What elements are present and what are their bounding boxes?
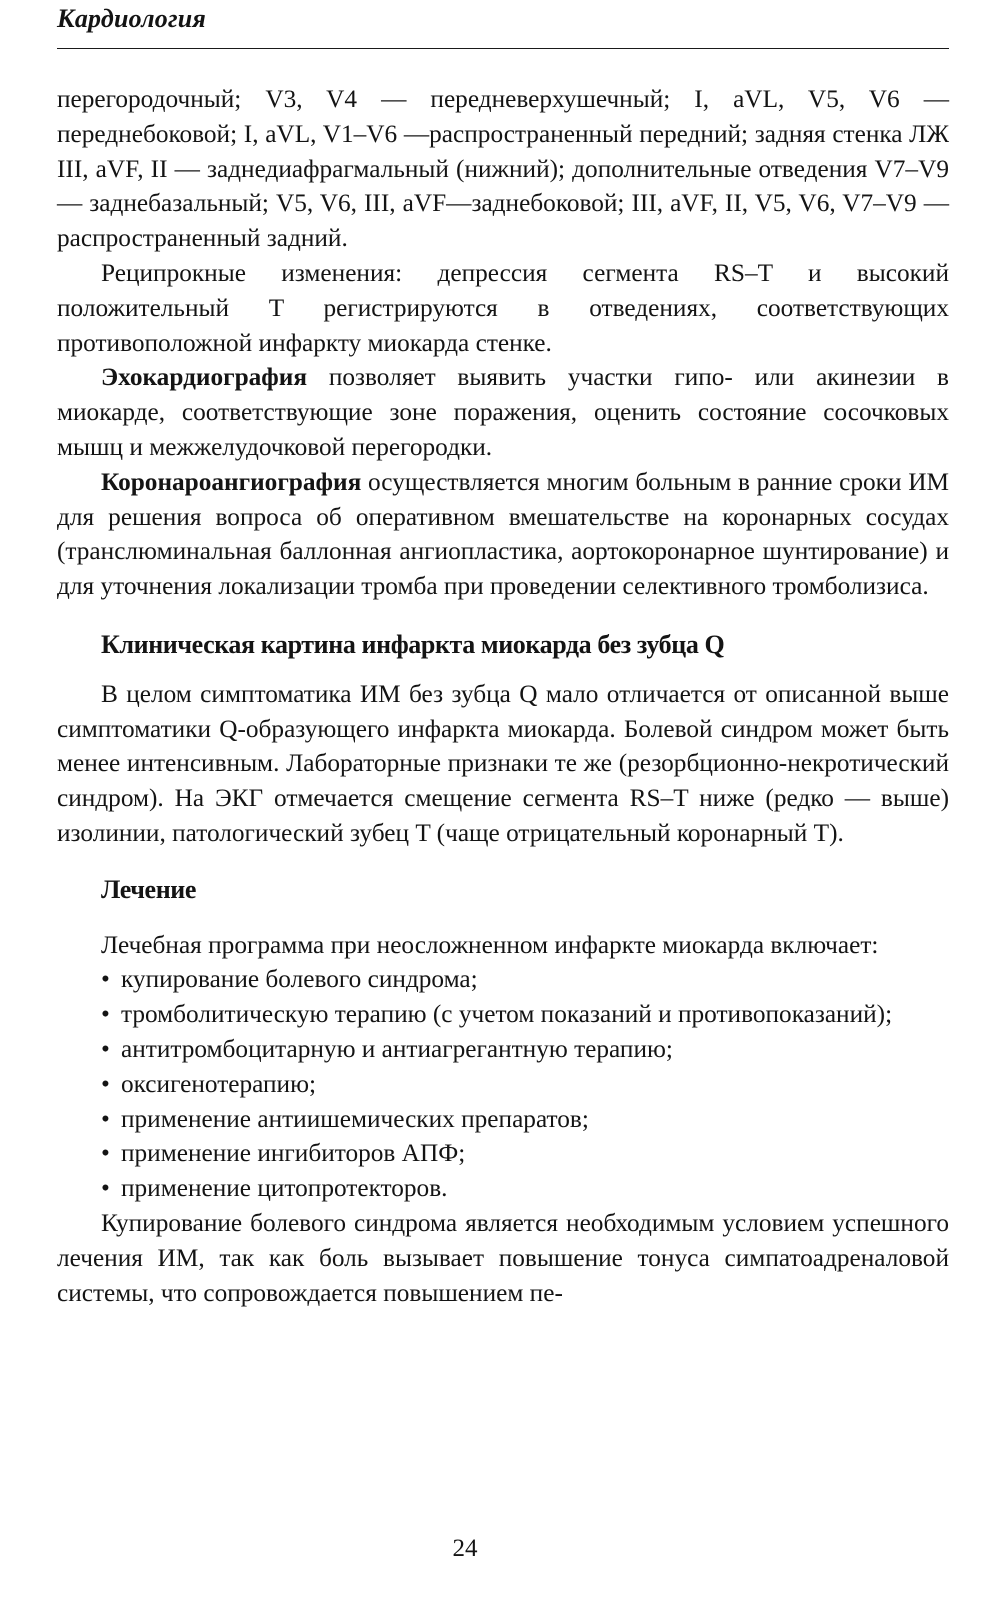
section-heading-treatment: Лечение	[101, 874, 196, 904]
list-item: • применение ингибиторов АПФ;	[57, 1136, 949, 1171]
paragraph-treatment-program: Лечебная программа при неосложненном инфаркте миокарда включает:	[101, 930, 879, 959]
section-heading-clinical-picture: Клиническая картина инфаркта миокарда без зубца Q	[101, 629, 725, 659]
list-item: • применение антиишемических препаратов;	[57, 1102, 949, 1137]
page-number: 24	[452, 1535, 478, 1562]
paragraph-coronary-angiography	[57, 465, 949, 604]
term-coronary-angiography: Коронароангиография	[101, 467, 362, 496]
paragraph-non-q-infarction: В целом симптоматика ИМ без зубца Q мало отличается от описанной выше симптоматики Q-образующего инфаркта миокарда. Болевой синдром может быть менее интенсивным. Лабораторные признаки те же (резорбционно-некротический синдром). На ЭКГ отмечается смещение сегмента RS–T ниже (редко — выше) изолинии, патологический зубец T (чаще отрицательный коронарный T).	[57, 679, 949, 847]
paragraph-ecg-leads: перегородочный; V3, V4 — передневерхушечный; I, aVL, V5, V6 — переднебоковой; I, aVL, V1–V6 —распространенный передний; задняя стенка ЛЖ III, aVF, II — заднедиафрагмальный (нижний); дополнительные отведения V7–V9 — заднебазальный; V5, V6, III, aVF—заднебоковой; III, aVF, II, V5, V6, V7–V9 — распространенный задний.	[57, 85, 949, 253]
list-item: • применение цитопротекторов.	[57, 1171, 949, 1206]
paragraph-reciprocal-changes: Реципрокные изменения: депрессия сегмента RS–T и высокий положительный T регистрируются в отведениях, соответствующих противоположной инфаркту миокарда стенке.	[57, 258, 949, 357]
term-echocardiography: Эхокардиография	[101, 363, 308, 392]
bullet-icon: •	[101, 1174, 110, 1203]
body-text	[57, 82, 949, 1310]
bullet-icon: •	[101, 965, 110, 994]
bullet-icon: •	[101, 1139, 110, 1168]
treatment-list	[57, 962, 949, 1206]
bullet-icon: •	[101, 1104, 110, 1133]
paragraph-echocardiography-text: позволяет выявить участки гипо- или акинезии в миокарде, соответствующие зоне поражения, оценить состояние сосочковых мышц и межжелудочковой перегородки.	[57, 363, 949, 461]
bullet-icon: •	[101, 1034, 110, 1063]
bullet-icon: •	[101, 1069, 110, 1098]
bullet-icon: •	[101, 1000, 110, 1029]
list-item: • оксигенотерапию;	[57, 1067, 949, 1102]
running-head: Кардиология	[57, 4, 206, 33]
list-item: • тромболитическую терапию (с учетом показаний и противопоказаний);	[57, 997, 949, 1032]
paragraph-pain-relief: Купирование болевого синдрома является необходимым условием успешного лечения ИМ, так как боль вызывает повышение тонуса симпатоадреналовой системы, что сопровождается повышением пе-	[57, 1208, 949, 1307]
list-item: • антитромбоцитарную и антиагрегантную терапию;	[57, 1032, 949, 1067]
paragraph-echocardiography	[57, 360, 949, 464]
list-item: • купирование болевого синдрома;	[57, 962, 949, 997]
header-rule	[57, 48, 949, 49]
paragraph-coronary-angiography-text: осуществляется многим больным в ранние сроки ИМ для решения вопроса об оперативном вмешательстве на коронарных сосудах (транслюминальная баллонная ангиопластика, аортокоронарное шунтирование) и для уточнения локализации тромба при проведении селективного тромболизиса.	[57, 467, 949, 601]
